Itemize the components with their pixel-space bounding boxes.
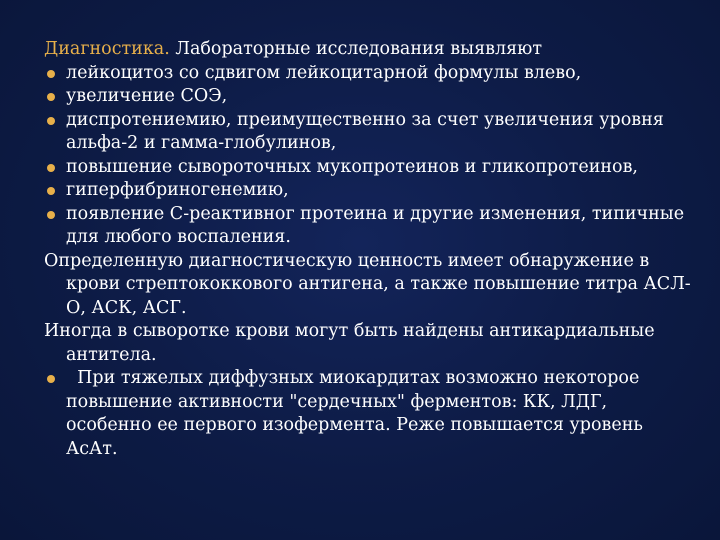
bullet-item <box>44 85 694 109</box>
bullet-text: увеличение СОЭ, <box>66 86 228 106</box>
bullet-item <box>44 367 694 461</box>
paragraph-antibodies: Иногда в сыворотке крови могут быть найдены антикардиальные антитела. <box>44 321 655 365</box>
bullet-dot-icon <box>47 93 55 101</box>
intro-line <box>44 38 694 62</box>
paragraph-diagnostic-value: Определенную диагностическую ценность имеет обнаружение в крови стрептококкового антигена, а также повышение титра АСЛ-О, АСК, АСГ. <box>44 250 691 318</box>
bullet-text: При тяжелых диффузных миокардитах возможно некоторое повышение активности "сердечных" ферментов: КК, ЛДГ, особенно ее первого изофермента. Реже повышается уровень АсАт. <box>66 368 649 459</box>
bullet-text: лейкоцитоз со сдвигом лейкоцитарной формулы влево, <box>66 62 582 83</box>
bullet-item <box>44 203 694 250</box>
bullet-text: повышение сывороточных мукопротеинов и гликопротеинов, <box>66 156 638 177</box>
bullet-text: гиперфибриногенемию, <box>66 180 289 200</box>
slide-content <box>44 38 694 461</box>
bullet-item <box>44 62 694 86</box>
bullet-text: диспротениемию, преимущественно за счет увеличения уровня альфа-2 и гамма-глобулинов, <box>66 109 664 153</box>
bullet-dot-icon <box>47 375 55 383</box>
bullet-text: появление С-реактивног протеина и другие изменения, типичные для любого воспаления. <box>66 203 685 247</box>
bullet-item <box>44 179 694 203</box>
intro-text: Лабораторные исследования выявляют <box>169 39 543 59</box>
bullet-dot-icon <box>47 211 55 219</box>
bullet-dot-icon <box>47 187 55 195</box>
heading-diagnostics: Диагностика. <box>44 39 170 59</box>
bullet-dot-icon <box>47 164 55 172</box>
bullet-item <box>44 156 694 180</box>
bullet-dot-icon <box>47 70 55 78</box>
bullet-item <box>44 109 694 156</box>
bullet-dot-icon <box>47 117 55 125</box>
